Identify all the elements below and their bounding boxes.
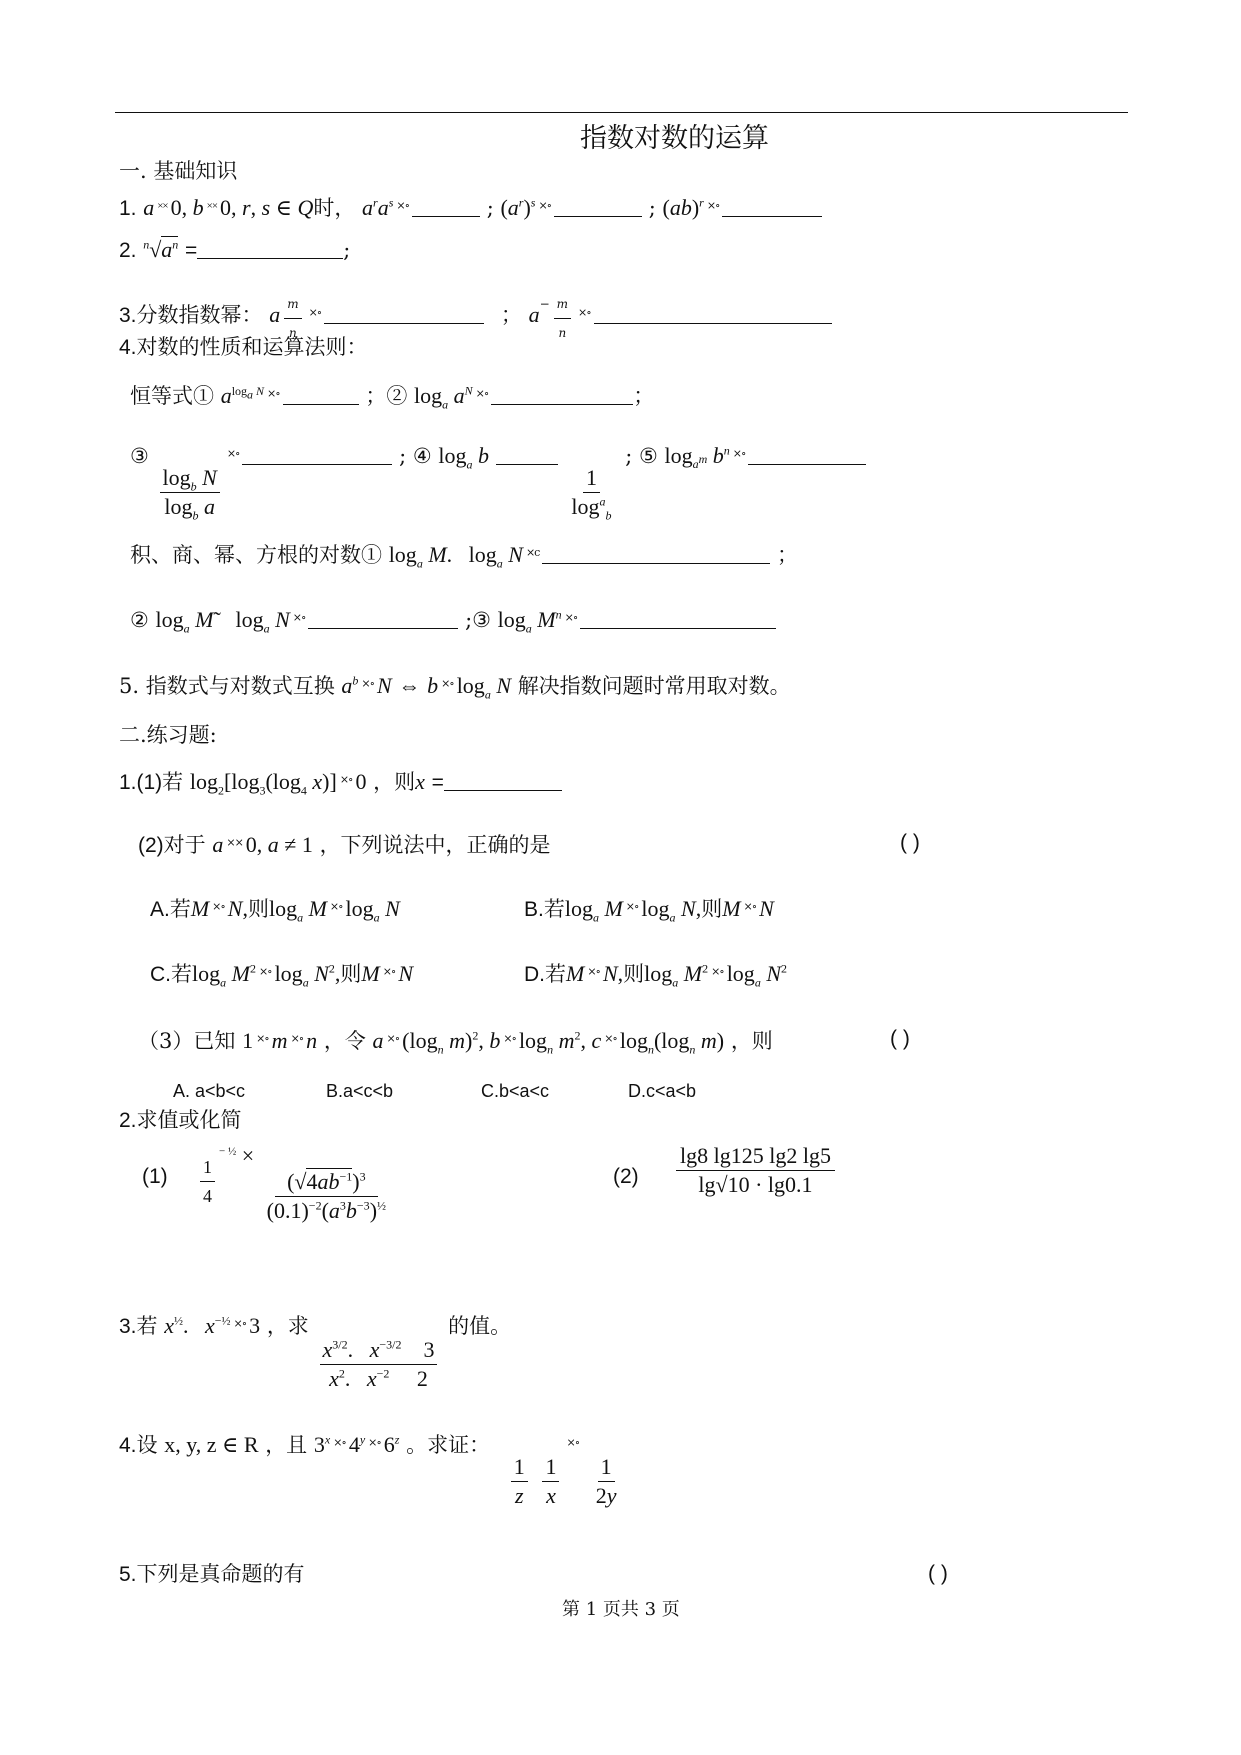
- answer-paren-1-2[interactable]: ( ): [900, 831, 920, 854]
- section-heading-basics: 一. 基础知识: [119, 159, 238, 183]
- exercise-1-3: （3）已知 1 ×∘ m ×∘ n ，令 a ×∘ ($\log_n$ m)$^2$, b ×∘ $\log_n m^2$, c ×∘ $\log_n(\log_n$ m) ，则: [138, 1028, 773, 1057]
- basic-q2: 2. $^n√a^n$ = ;: [119, 237, 351, 262]
- exercise-2-1-number: (1): [142, 1165, 168, 1188]
- exercise-2-2-expression: $\frac{\lg 8 \lg 125 \lg 2 \lg 5}{\lg√10 \cdot \lg 0.1}$: [672, 1142, 839, 1199]
- answer-paren-5[interactable]: ( ): [928, 1562, 948, 1585]
- choice-c: C.b<a<c: [481, 1081, 550, 1101]
- option-c: C.若$\log_a M^2$ ×∘ $\log_a N^2$,则M ×∘ N: [150, 961, 413, 990]
- page-footer: 第 1 页共 3 页: [562, 1599, 680, 1620]
- exercise-2-label: 2.求值或化简: [119, 1109, 242, 1132]
- basic-q4-label: 4.对数的性质和运算法则：: [119, 336, 368, 359]
- page-title: 指数对数的运算: [580, 123, 769, 154]
- exercise-4: 4.设 x, y, z ∈ R ，且 3$^x$ ×∘ 4$^y$ ×∘ 6$^z$ 。求证： $\frac{1}{z}$ $\frac{1}{x}$ ×∘ $\frac{1}{2y}$: [119, 1432, 617, 1508]
- exercise-3: 3.若 $x^{\frac{1}{2}}$. $x^{-\frac{1}{2}}$ ×∘ 3 ，求 $\frac{x^{3/2}. x^{-3/2} 3}{x^2. x^{-2} 2}$ 的值。: [119, 1313, 512, 1391]
- log-product-line: 积、商、幂、方根的对数① $\log_a M$. $\log_a N$ $^{\times c}$ ；: [130, 542, 799, 571]
- option-a: A.若M ×∘ N,则$\log_a M$ ×∘ $\log_a N$: [150, 896, 400, 925]
- log-quotient-power-line: ② $\log_a$ M̃ $\log_a N$ ×∘ ;③ $\log_a M^n$ ×∘: [130, 604, 776, 634]
- exercise-1-2: (2)对于 a ×× 0, a ≠ 1 ，下列说法中，正确的是: [138, 832, 551, 857]
- log-identity-line: 恒等式① $a^{log_a N}$ ×∘ ；② $\log_a a^N$ ×∘ ；: [130, 383, 655, 412]
- section-heading-exercises: 二.练习题:: [119, 723, 217, 747]
- answer-paren-1-3[interactable]: ( ): [890, 1027, 910, 1050]
- exercise-2-1-expression: $\frac{1}{4}$ $^{- \frac{1}{2}}$ × $\frac{(√4ab^{-1})^3}{(0.1)^{-2}(a^3b^{-3})^{\frac{1}{2}}}$: [196, 1142, 393, 1232]
- exercise-2-2-number: (2): [613, 1165, 639, 1188]
- header-rule: [115, 112, 1128, 113]
- basic-q3-fractional-exponent: 3.分数指数幂： a $\frac{m}{n}$ ×∘ ； a− $\frac{m}{n}$ ×∘: [119, 290, 832, 347]
- choice-d: D.c<a<b: [628, 1081, 697, 1101]
- exercise-1-1: 1.(1)若 $\log_2[\log_3(\log_4$ x)] ×∘ 0 ，则x =: [119, 766, 562, 797]
- basic-q5: 5. 指数式与对数式互换 $a^b$ ×∘ N ⇔ b ×∘ $\log_a N$ 解决指数问题时常用取对数。: [119, 673, 791, 702]
- choice-a: A. a<b<c: [173, 1081, 246, 1101]
- option-b: B.若$\log_a M$ ×∘ $\log_a N$,则M ×∘ N: [524, 896, 774, 925]
- basic-q1: 1. a ×× 0, b ×× 0, r, s ∈ Q时， $a^ra^s$ ×∘ ; $(a^r)^s$ ×∘ ; (ab)$^r$ ×∘: [119, 192, 822, 223]
- choice-b: B.a<c<b: [326, 1081, 394, 1101]
- log-change-of-base-line: ③ $\frac{\log_b N}{\log_b a}$ ×∘ ; ④ $\log_a b$ $\frac{1}{\log^a_b}$ ; ⑤ $\log_{a^m} b^n$ ×∘: [130, 440, 866, 510]
- exercise-5: 5.下列是真命题的有: [119, 1562, 305, 1586]
- option-d: D.若M ×∘ N,则$\log_a M^2$ ×∘ $\log_a N^2$: [524, 961, 787, 990]
